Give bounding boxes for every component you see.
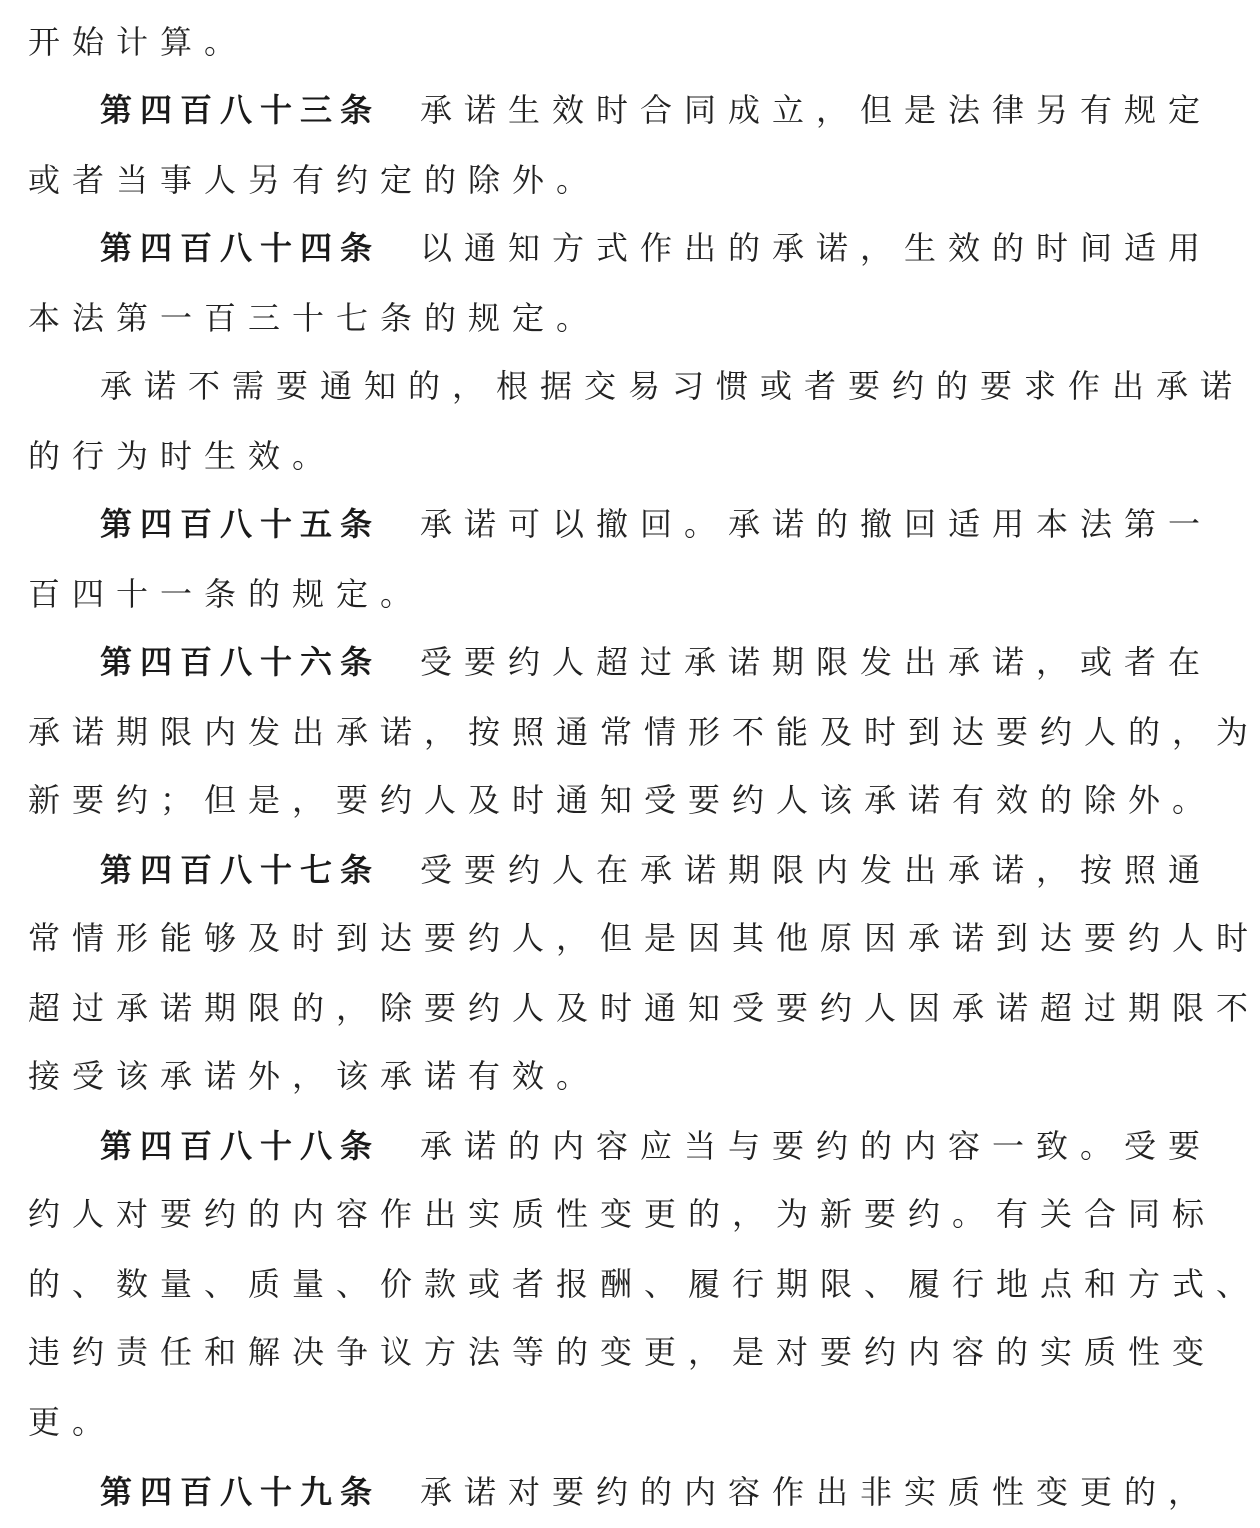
article-486 [100, 632, 1212, 692]
article-489 [100, 1462, 1212, 1522]
text-line: 违约责任和解决争议方法等的变更，是对要约内容的实质性变 [28, 1333, 1217, 1371]
text-line: 接受该承诺外，该承诺有效。 [28, 1057, 601, 1095]
article-text: 承诺可以撤回。承诺的撤回适用本法第一 [420, 505, 1213, 543]
article-484 [100, 218, 1212, 278]
article-text: 受要约人在承诺期限内发出承诺，按照通 [420, 851, 1213, 889]
article-text: 承诺生效时合同成立，但是法律另有规定 [420, 91, 1213, 129]
text-line: 约人对要约的内容作出实质性变更的，为新要约。有关合同标 [28, 1195, 1217, 1233]
article-483 [100, 80, 1212, 140]
text-line: 的、数量、质量、价款或者报酬、履行期限、履行地点和方式、 [28, 1265, 1260, 1303]
article-text: 受要约人超过承诺期限发出承诺，或者在 [420, 643, 1213, 681]
article-488 [100, 1116, 1212, 1176]
text-line: 超过承诺期限的，除要约人及时通知受要约人因承诺超过期限不 [28, 989, 1260, 1027]
text-line: 承诺期限内发出承诺，按照通常情形不能及时到达要约人的，为 [28, 713, 1260, 751]
article-487 [100, 840, 1212, 900]
article-number: 第四百八十六条 [100, 643, 381, 681]
text-line: 承诺不需要通知的，根据交易习惯或者要约的要求作出承诺 [100, 367, 1245, 405]
article-number: 第四百八十九条 [100, 1473, 381, 1511]
article-text: 以通知方式作出的承诺，生效的时间适用 [420, 229, 1213, 267]
text-line: 新要约；但是，要约人及时通知受要约人该承诺有效的除外。 [28, 781, 1217, 819]
text-line: 或者当事人另有约定的除外。 [28, 161, 601, 199]
article-number: 第四百八十五条 [100, 505, 381, 543]
article-485 [100, 494, 1212, 554]
text-line: 开始计算。 [28, 23, 249, 61]
text-line: 更。 [28, 1403, 117, 1441]
article-text: 承诺的内容应当与要约的内容一致。受要 [420, 1127, 1213, 1165]
text-line: 百四十一条的规定。 [28, 575, 425, 613]
article-text: 承诺对要约的内容作出非实质性变更的， [420, 1473, 1213, 1511]
article-number: 第四百八十七条 [100, 851, 381, 889]
article-number: 第四百八十八条 [100, 1127, 381, 1165]
text-line: 的行为时生效。 [28, 437, 337, 475]
article-number: 第四百八十四条 [100, 229, 381, 267]
text-line: 常情形能够及时到达要约人，但是因其他原因承诺到达要约人时 [28, 919, 1260, 957]
text-line: 本法第一百三十七条的规定。 [28, 299, 601, 337]
article-number: 第四百八十三条 [100, 91, 381, 129]
